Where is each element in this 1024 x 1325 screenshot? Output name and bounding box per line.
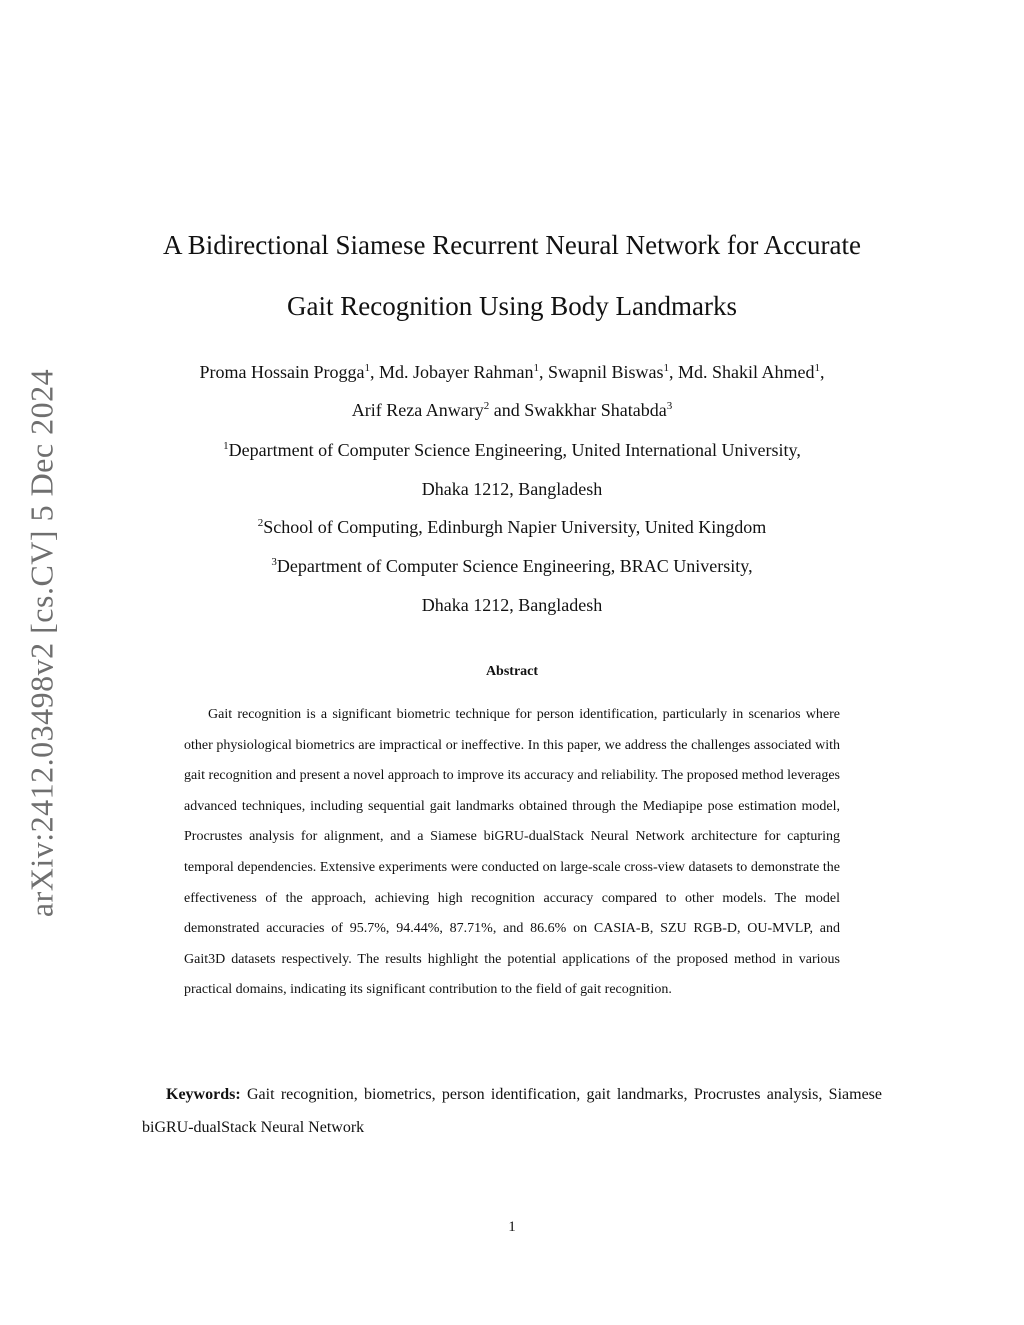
author-name: Md. Jobayer Rahman <box>379 362 534 382</box>
author-line-1 <box>120 361 904 383</box>
abstract-heading: Abstract <box>485 664 539 679</box>
affiliation-mark: 1 <box>814 362 820 374</box>
affiliation-mark: 1 <box>663 362 669 374</box>
affiliation-3-line-2: Dhaka 1212, Bangladesh <box>421 595 603 615</box>
abstract-text: Gait recognition is a significant biometric technique for person identification, particularly in scenarios where other physiological biometrics are impractical or ineffective. In this paper, we address the challenges associated with gait recognition and present a novel approach to improve its accuracy and reliability. The proposed method leverages advanced techniques, including sequential gait landmarks obtained through the Mediapipe pose estimation model, Procrustes analysis for alignment, and a Siamese biGRU-dualStack Neural Network architecture for capturing temporal dependencies. Extensive experiments were conducted on large-scale cross-view datasets to demonstrate the effectiveness of the approach, achieving high recognition accuracy compared to other models. The model demonstrated accuracies of 95.7%, 94.44%, 87.71%, and 86.6% on CASIA-B, SZU RGB-D, OU-MVLP, and Gait3D datasets respectively. The results highlight the potential applications of the proposed method in various practical domains, indicating its significant contribution to the field of gait recognition. <box>184 707 840 998</box>
author-separator: , <box>538 362 548 382</box>
affiliation-mark: 1 <box>364 362 370 374</box>
affiliation-mark: 3 <box>666 400 673 412</box>
author-separator: , <box>820 362 825 382</box>
author-name: Proma Hossain Progga <box>199 362 365 382</box>
keywords-text: Gait recognition, biometrics, person identification, gait landmarks, Procrustes analysis, Siamese biGRU-dualStack Neural Network <box>142 1086 883 1136</box>
affiliation-3-line-1 <box>120 555 904 577</box>
affiliation-mark: 1 <box>533 362 539 374</box>
affiliation-1-line-1 <box>120 439 904 461</box>
author-separator: , <box>668 362 678 382</box>
keywords-label: Keywords: <box>166 1086 241 1103</box>
affiliation-mark: 2 <box>257 517 264 529</box>
affiliation-2-line-1 <box>120 516 904 538</box>
author-separator: , <box>370 362 379 382</box>
paper-title-line-1: A Bidirectional Siamese Recurrent Neural Network for Accurate <box>163 230 861 260</box>
author-name: Swapnil Biswas <box>547 362 664 382</box>
affiliation-mark: 2 <box>483 400 490 412</box>
author-separator: and <box>489 400 525 420</box>
affiliation-text: School of Computing, Edinburgh Napier University, United Kingdom <box>263 517 767 537</box>
affiliation-mark: 3 <box>271 556 277 568</box>
arxiv-stamp: arXiv:2412.03498v2 [cs.CV] 5 Dec 2024 <box>23 368 60 918</box>
affiliation-text: Department of Computer Science Engineering, BRAC University, <box>276 556 753 576</box>
affiliation-mark: 1 <box>223 440 229 452</box>
author-name: Md. Shakil Ahmed <box>677 362 815 382</box>
affiliation-1-line-2: Dhaka 1212, Bangladesh <box>421 479 603 499</box>
author-line-2 <box>120 399 904 421</box>
affiliation-text: Department of Computer Science Engineering, United International University, <box>228 440 801 460</box>
page-number: 1 <box>508 1219 516 1235</box>
paper-title-line-2: Gait Recognition Using Body Landmarks <box>287 291 737 321</box>
author-name: Arif Reza Anwary <box>351 400 484 420</box>
keywords-paragraph <box>142 1078 882 1144</box>
author-name: Swakkhar Shatabda <box>524 400 667 420</box>
